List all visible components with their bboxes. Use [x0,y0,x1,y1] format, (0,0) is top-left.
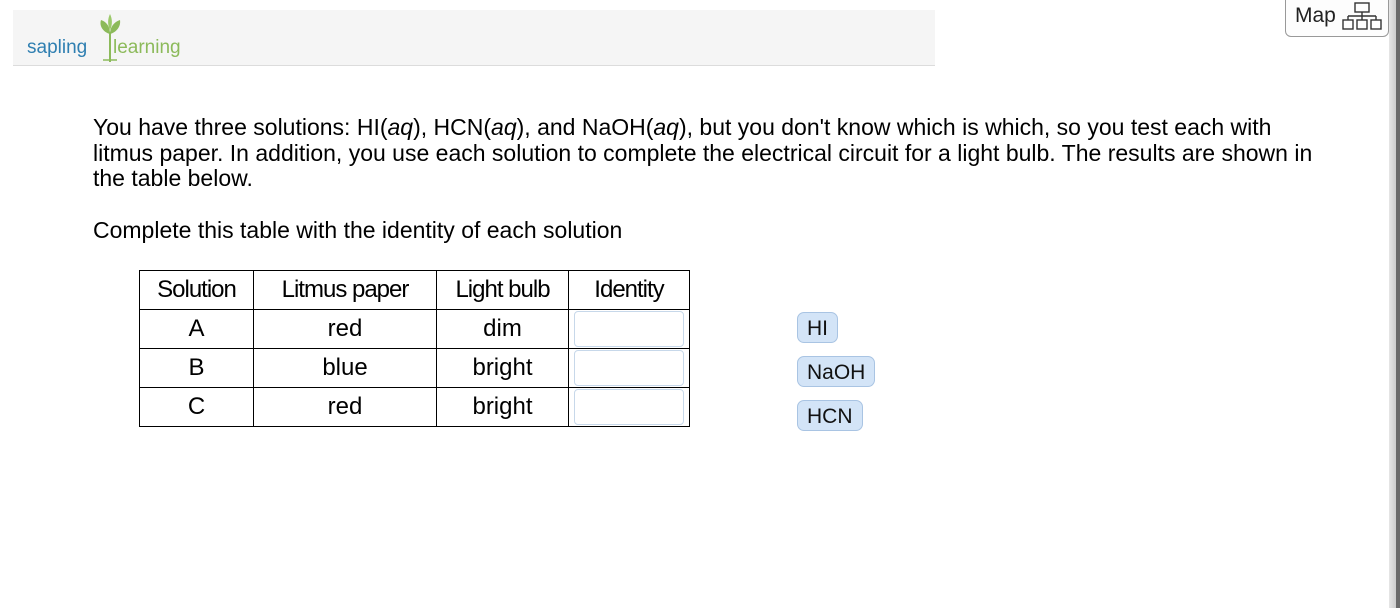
identity-drop-target-b[interactable] [574,350,684,386]
logo-word-learning: learning [113,37,181,58]
table-header-row [140,271,690,310]
cell-litmus: blue [254,349,437,388]
table-row [140,310,690,349]
cell-identity [569,310,690,349]
cell-bulb: dim [437,310,569,349]
results-table [139,270,690,427]
header-solution: Solution [140,271,254,310]
map-button[interactable] [1285,0,1389,37]
table-row [140,349,690,388]
cell-solution: A [140,310,254,349]
identity-drop-target-c[interactable] [574,389,684,425]
instruction-text: Complete this table with the identity of each solution [93,217,623,243]
choice-chip-naoh[interactable]: NaOH [797,356,875,387]
cell-solution: B [140,349,254,388]
cell-litmus: red [254,388,437,427]
sitemap-icon [1342,1,1382,31]
header-identity: Identity [569,271,690,310]
cell-solution: C [140,388,254,427]
cell-litmus: red [254,310,437,349]
cell-identity [569,388,690,427]
logo-word-sapling: sapling [27,37,88,58]
choice-chip-hi[interactable]: HI [797,312,838,343]
cell-bulb: bright [437,388,569,427]
map-label: Map [1295,4,1336,27]
cell-identity [569,349,690,388]
header-litmus-paper: Litmus paper [254,271,437,310]
header-bar [13,10,935,66]
table-row [140,388,690,427]
sapling-learning-logo [27,12,187,64]
cell-bulb: bright [437,349,569,388]
choice-chip-hcn[interactable]: HCN [797,400,863,431]
question-text: You have three solutions: HI(aq), HCN(aq), and NaOH(aq), but you don't know which is which, so you test each with litmus paper. In addition, you use each solution to complete the electrical circuit for a light bulb. The results are shown in the table below. [93,114,1313,191]
header-light-bulb: Light bulb [437,271,569,310]
identity-drop-target-a[interactable] [574,311,684,347]
scrollbar-edge [1396,0,1400,608]
